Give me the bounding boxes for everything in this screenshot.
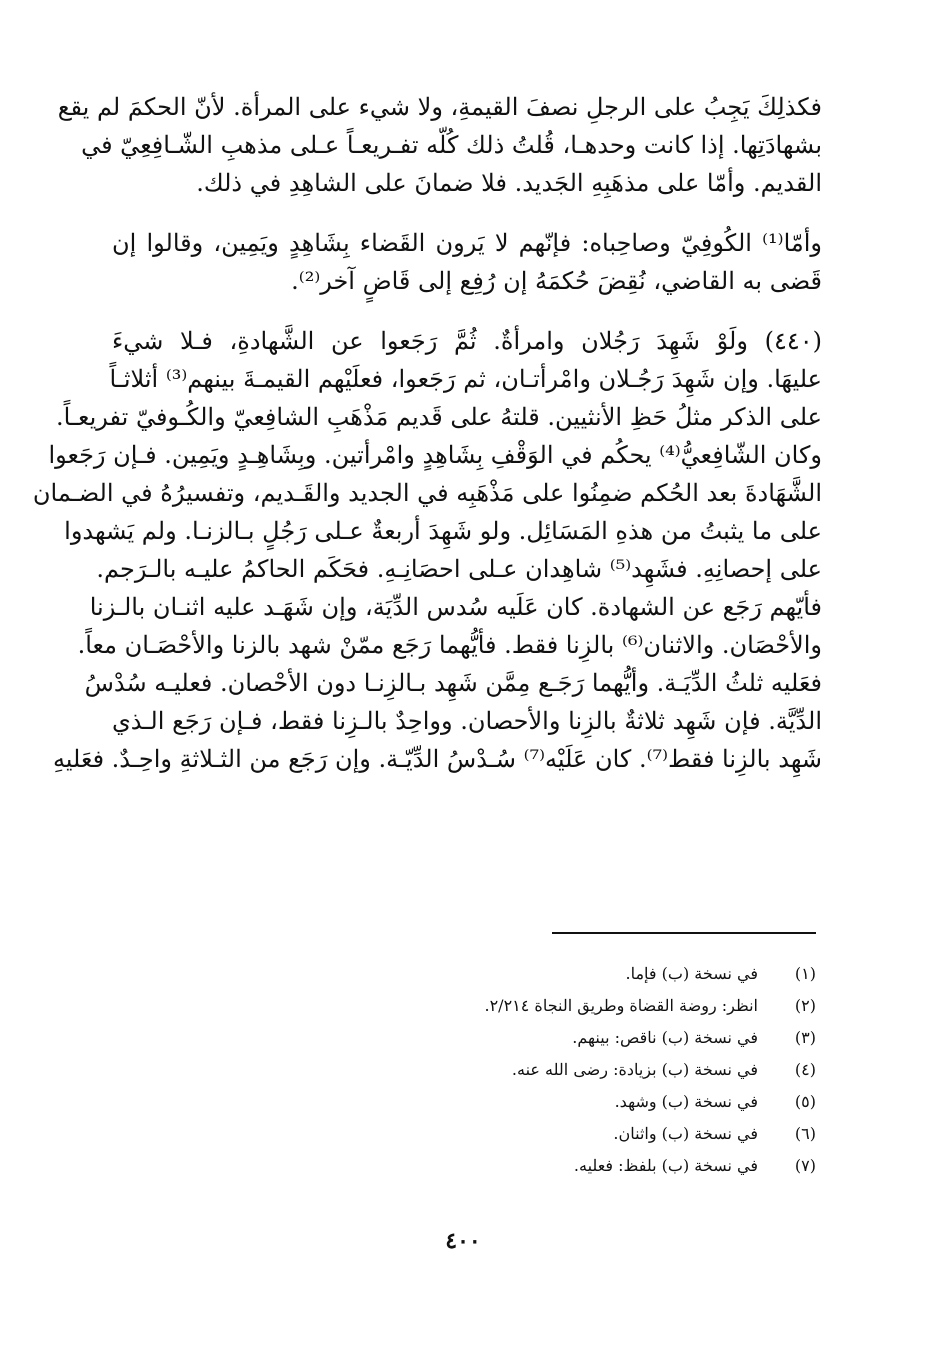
footnote-7 xyxy=(380,1150,816,1182)
text-line: فأيّهم رَجَع عن الشهادة. كان عَلَيه سُدس الدِّيَة، وإن شَهَـد عليه اثنـان بالـزنا xyxy=(89,593,822,621)
paragraph-2 xyxy=(112,224,822,300)
footnotes xyxy=(380,958,816,1182)
text-line: والأحْصَان. والاثنان⁽⁶⁾ بالزِنا فقط. فأيُّهما رَجَع ممّنْ شهد بالزنا والأحْصَـان معاً. xyxy=(77,631,822,659)
text-line: فكذلِكَ يَجِبُ على الرجلِ نصفَ القيمةِ، ولا شيء على المرأة. لأنّ الحكمَ لم يقع xyxy=(57,93,822,121)
footnote-number: (٧) xyxy=(794,1156,816,1175)
footnote-text: في نسخة (ب) وشهد. xyxy=(614,1092,758,1111)
text-line: بشهادَتِها. إذا كانت وحدهـا، قُلتُ ذلك كُلّه تفـريعـاً عـلى مذهبِ الشّـافِعِيّ في xyxy=(81,131,822,159)
paragraph-spacer xyxy=(112,308,822,322)
footnote-number: (٤) xyxy=(794,1060,816,1079)
footnote-number: (٢) xyxy=(794,996,816,1015)
footnote-number: (٦) xyxy=(794,1124,816,1143)
footnote-text: في نسخة (ب) فإما. xyxy=(625,964,758,983)
footnote-number: (٥) xyxy=(794,1092,816,1111)
footnote-number: (١) xyxy=(794,964,816,983)
footnote-3 xyxy=(380,1022,816,1054)
text-line: فعَليه ثلثُ الدِّيَـة. وأيُّهما رَجَـع مِمَّن شَهِد بـالزِنـا دون الأحْصان. فعليـه سُدْسُ xyxy=(84,669,822,697)
text-line: قَضى به القاضي، نُقِضَ حُكمَهُ إن رُفِع إلى قَاضٍ آخر⁽²⁾. xyxy=(291,267,822,295)
text-line: القديم. وأمّا على مذهَبِهِ الجَديد. فلا ضمانَ على الشاهِدِ في ذلك. xyxy=(196,169,822,197)
footnote-text: انظر: روضة القضاة وطريق النجاة ٢/٢١٤. xyxy=(484,996,758,1015)
footnote-number: (٣) xyxy=(794,1028,816,1047)
text-line: على إحصانِهِ. فشَهِد⁽⁵⁾ شاهِدان عـلى احصَانِـهِ. فحَكَم الحاكمُ عليـه بالـرَجم. xyxy=(96,555,822,583)
footnote-text: في نسخة (ب) ناقص: بينهم. xyxy=(572,1028,758,1047)
paragraph-1 xyxy=(57,88,822,202)
footnote-6 xyxy=(380,1118,816,1150)
text-line: الشَّهَادةَ بعد الحُكم ضمِنُوا على مَذْهَبِه في الجديد والقَـديم، وتفسيرُهُ في الضـمان xyxy=(32,479,822,507)
text-line: (٤٤٠) ولَوْ شَهِدَ رَجُلان وامرأةٌ. ثُمَّ رَجَعوا عن الشَّهادةِ، فـلا شيءَ xyxy=(112,327,822,355)
text-line: على الذكر مثلُ حَظِ الأنثيين. قلتهُ على قَديم مَذْهَبِ الشافِعيّ والكُـوفيّ تفريعـاً. xyxy=(56,403,822,431)
paragraph-3 xyxy=(32,322,822,778)
text-line: الدِّيَّة. فإن شَهِد ثلاثةٌ بالزِنا والأحصان. وواحِدٌ بالـزِنا فقط، فـإن رَجَع الـذي xyxy=(112,707,822,735)
text-line: عليهَا. وإن شَهِدَ رَجُـلان وامْرأتـان، ثم رَجَعوا، فعلَيْهم القيمـةَ بينهم⁽³⁾ أثلاثـاً xyxy=(109,365,822,393)
page-number: ٤٠٠ xyxy=(445,1228,481,1254)
footnote-4 xyxy=(380,1054,816,1086)
footnote-text: في نسخة (ب) واثنان. xyxy=(613,1124,758,1143)
footnote-separator xyxy=(552,932,816,934)
text-line: على ما يثبتُ من هذهِ المَسَائِل. ولو شَهِدَ أربعةٌ عـلى رَجُلٍ بـالزنـا. ولم يَشهدوا xyxy=(64,517,822,545)
footnote-text: في نسخة (ب) بزيادة: رضى الله عنه. xyxy=(511,1060,758,1079)
text-line: وكان الشّافِعيُّ⁽⁴⁾ يحكُم في الوَقْفِ بِشَاهِدٍ وامْرأتين. وبِشَاهِـدٍ ويَمِين. فـإن رَجَعوا xyxy=(48,441,822,469)
footnote-2 xyxy=(380,990,816,1022)
paragraph-spacer xyxy=(112,210,822,224)
footnote-5 xyxy=(380,1086,816,1118)
footnote-text: في نسخة (ب) بلفظ: فعليه. xyxy=(573,1156,758,1175)
footnote-1 xyxy=(380,958,816,990)
text-line: وأمّا⁽¹⁾ الكُوفِيّ وصاحِباه: فإنّهم لا يَرون القَضاء بِشَاهِدٍ ويَمِين، وقالوا إن xyxy=(112,229,822,257)
main-text xyxy=(32,88,822,786)
text-line: شَهِد بالزِنا فقط⁽⁷⁾. كان عَلَيْه⁽⁷⁾ سُـدْسُ الدِّيّـة. وإن رَجَع من الثـلاثةِ واحِـدٌ. فعَليهِ xyxy=(52,745,822,773)
